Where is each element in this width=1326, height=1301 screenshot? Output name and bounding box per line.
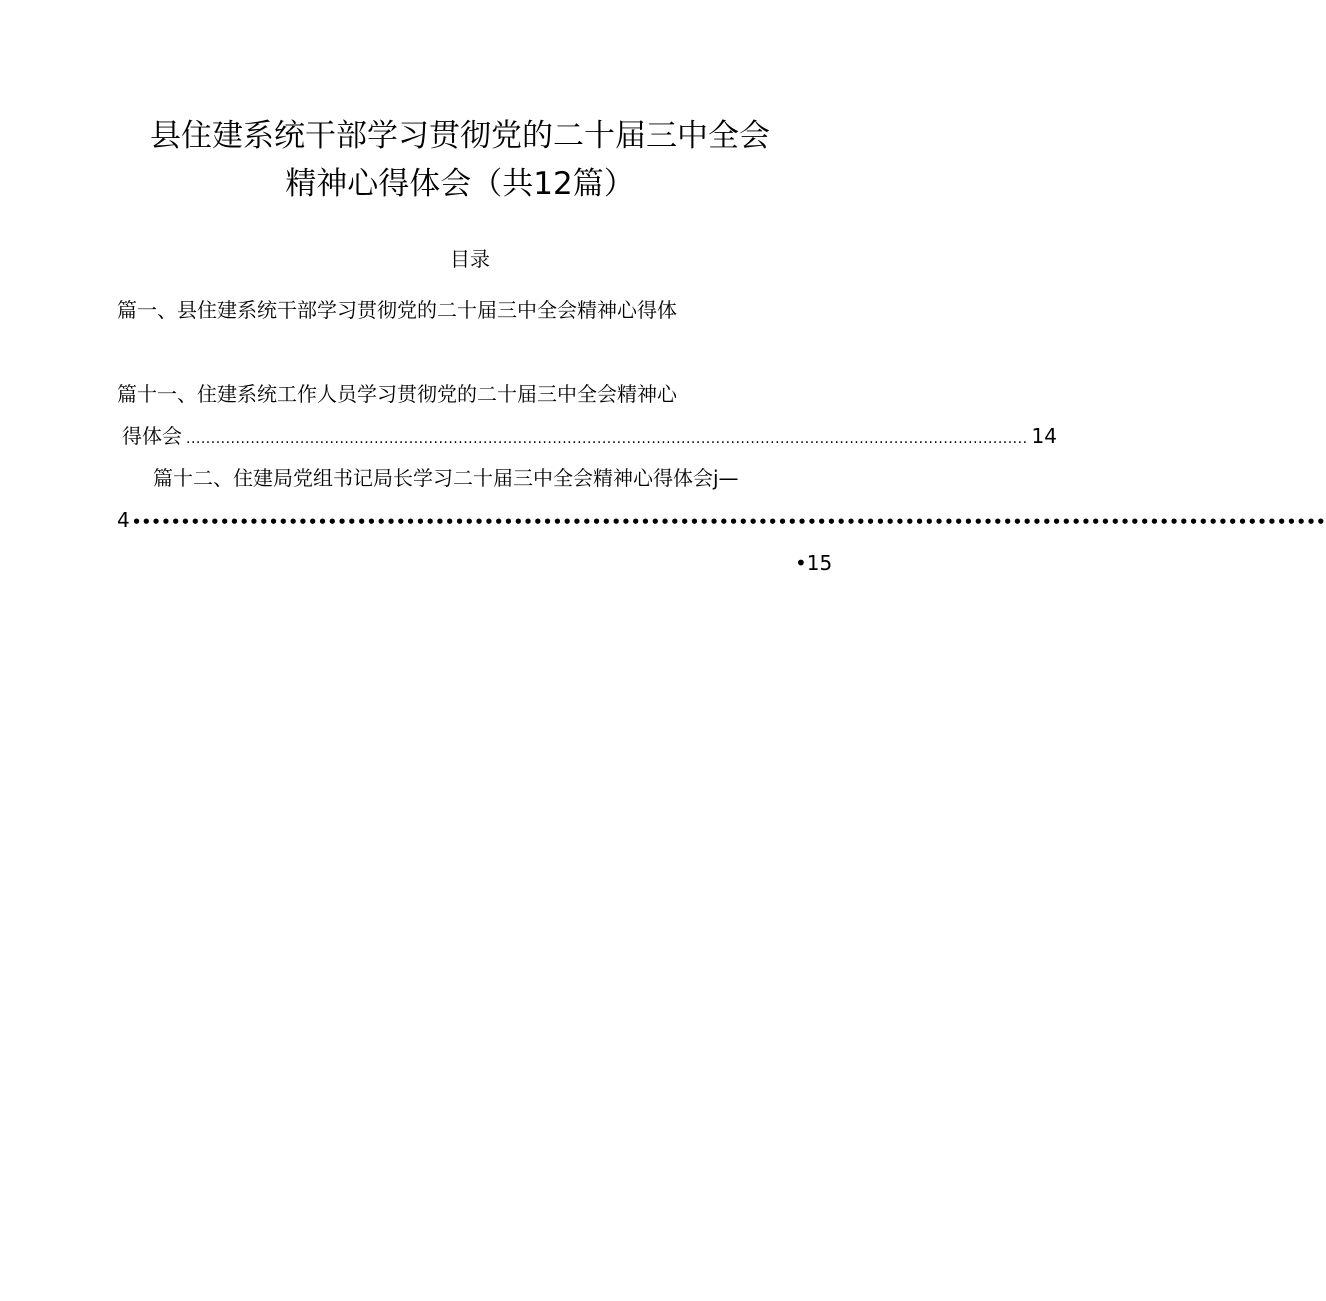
dot-leader: ••••••••••••••••••••••••••••••••••••••••••••••••••••••••••••••••••••••••••••••••••••••••••••••••••••••••••••••••••••••••••: [131, 513, 1326, 531]
dot-leader: ..........................................................................................................................................................................: [186, 431, 1028, 447]
toc-entry-11-page: 14: [1031, 424, 1057, 448]
toc-heading: 目录: [450, 247, 490, 271]
toc-entry-1[interactable]: 篇一、县住建系统干部学习贯彻党的二十届三中全会精神心得体: [117, 298, 677, 322]
toc-entry-11-text: 得体会: [122, 424, 182, 448]
document-title-line-2: 精神心得体会（共12篇）: [285, 166, 635, 202]
toc-entry-12-page: •15: [795, 551, 833, 575]
toc-entry-11-line-2[interactable]: [122, 422, 1057, 453]
toc-entry-12-text: 4: [117, 508, 130, 532]
document-title-line-1: 县住建系统干部学习贯彻党的二十届三中全会: [150, 118, 770, 154]
toc-entry-11-line-1[interactable]: 篇十一、住建系统工作人员学习贯彻党的二十届三中全会精神心: [117, 382, 677, 406]
toc-entry-12-line-1[interactable]: 篇十二、住建局党组书记局长学习二十届三中全会精神心得体会j—: [153, 466, 739, 490]
toc-entry-12-line-2[interactable]: [117, 506, 1326, 536]
